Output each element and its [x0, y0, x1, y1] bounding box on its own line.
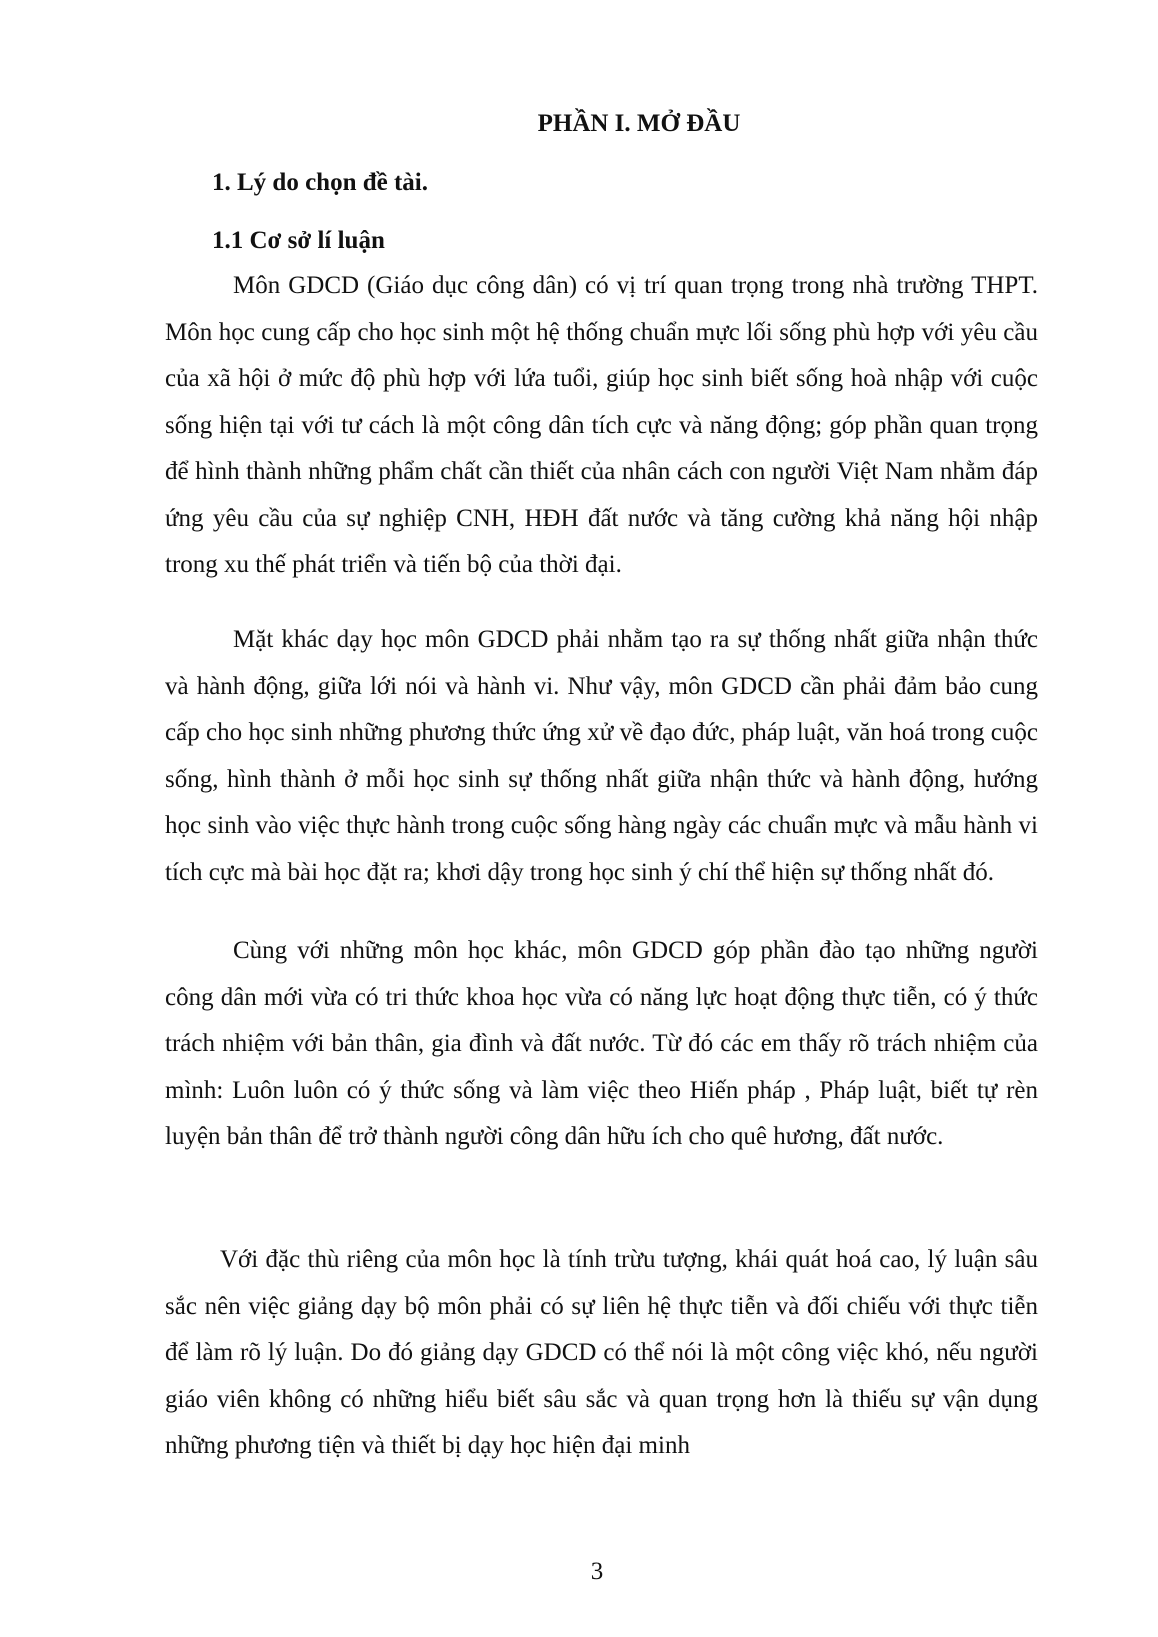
page-number: 3	[590, 1558, 604, 1585]
paragraph-4: Với đặc thù riêng của môn học là tính trừu tượng, khái quát hoá cao, lý luận sâu sắc nên việc giảng dạy bộ môn phải có sự liên hệ thực tiễn và đối chiếu với thực tiễn để làm rõ lý luận. Do đó giảng dạy GDCD có thể nói là một công việc khó, nếu người giáo viên không có những hiểu biết sâu sắc và quan trọng hơn là thiếu sự vận dụng những phương tiện và thiết bị dạy học hiện đại minh	[165, 1246, 1038, 1459]
section-title: 1. Lý do chọn đề tài.	[212, 169, 429, 196]
paragraph-2: Mặt khác dạy học môn GDCD phải nhằm tạo ra sự thống nhất giữa nhận thức và hành động, giữa lới nói và hành vi. Như vậy, môn GDCD cần phải đảm bảo cung cấp cho học sinh những phương thức ứng xử về đạo đức, pháp luật, văn hoá trong cuộc sống, hình thành ở mỗi học sinh sự thống nhất giữa nhận thức và hành động, hướng học sinh vào việc thực hành trong cuộc sống hàng ngày các chuẩn mực và mẫu hành vi tích cực mà bài học đặt ra; khơi dậy trong học sinh ý chí thể hiện sự thống nhất đó.	[165, 626, 1038, 886]
part-title: PHẦN I. MỞ ĐẦU	[537, 110, 741, 137]
paragraph-1: Môn GDCD (Giáo dục công dân) có vị trí quan trọng trong nhà trường THPT. Môn học cung cấp cho học sinh một hệ thống chuẩn mực lối sống phù hợp với yêu cầu của xã hội ở mức độ phù hợp với lứa tuổi, giúp học sinh biết sống hoà nhập với cuộc sống hiện tại với tư cách là một công dân tích cực và năng động; góp phần quan trọng để hình thành những phẩm chất cần thiết của nhân cách con người Việt Nam nhằm đáp ứng yêu cầu của sự nghiệp CNH, HĐH đất nước và tăng cường khả năng hội nhập trong xu thế phát triển và tiến bộ của thời đại.	[165, 272, 1038, 578]
subsection-title: 1.1 Cơ sở lí luận	[212, 227, 385, 254]
paragraph-3: Cùng với những môn học khác, môn GDCD góp phần đào tạo những người công dân mới vừa có tri thức khoa học vừa có năng lực hoạt động thực tiễn, có ý thức trách nhiệm với bản thân, gia đình và đất nước. Từ đó các em thấy rõ trách nhiệm của mình: Luôn luôn có ý thức sống và làm việc theo Hiến pháp , Pháp luật, biết tự rèn luyện bản thân để trở thành người công dân hữu ích cho quê hương, đất nước.	[165, 937, 1038, 1150]
